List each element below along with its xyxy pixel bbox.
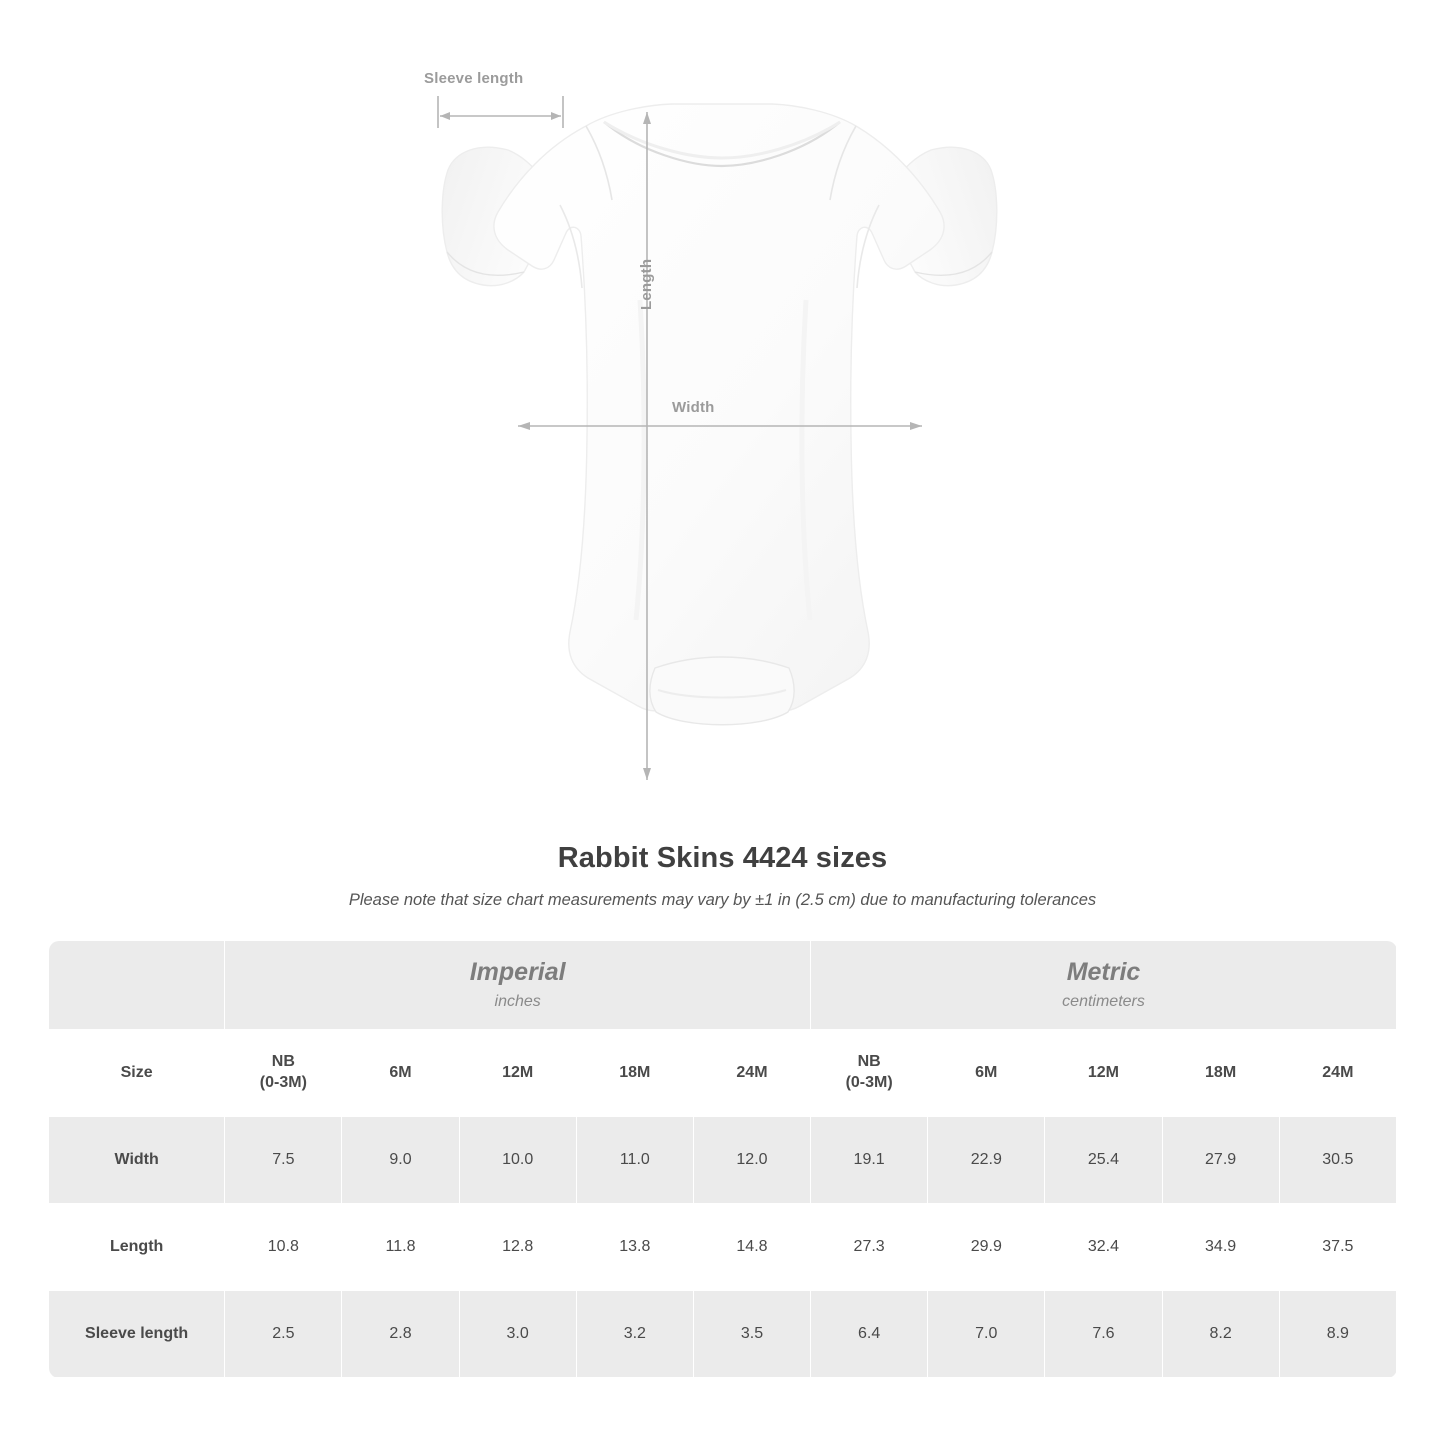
row-label-width: Width (49, 1117, 225, 1204)
header-size-imperial-12m: 12M (459, 1030, 576, 1117)
cell-sleeve-metric-24m: 8.9 (1279, 1291, 1396, 1378)
header-size-metric-nb (811, 1030, 928, 1117)
sleeve-length-dimension-label: Sleeve length (424, 70, 524, 87)
cell-width-imperial-nb: 7.5 (225, 1117, 342, 1204)
cell-sleeve-imperial-nb: 2.5 (225, 1291, 342, 1378)
cell-width-metric-24m: 30.5 (1279, 1117, 1396, 1204)
table-row (49, 1117, 1397, 1204)
table-row (49, 1291, 1397, 1378)
cell-width-imperial-18m: 11.0 (576, 1117, 693, 1204)
cell-length-metric-nb: 27.3 (811, 1204, 928, 1291)
width-dimension-label: Width (672, 399, 715, 416)
cell-sleeve-imperial-12m: 3.0 (459, 1291, 576, 1378)
cell-sleeve-imperial-24m: 3.5 (693, 1291, 810, 1378)
unit-group-metric-name: Metric (1066, 958, 1141, 987)
header-line2: (0-3M) (259, 1074, 307, 1091)
cell-length-metric-18m: 34.9 (1162, 1204, 1279, 1291)
tolerance-note: Please note that size chart measurements may vary by ±1 in (2.5 cm) due to manufacturing tolerances (348, 891, 1097, 909)
cell-length-imperial-nb: 10.8 (225, 1204, 342, 1291)
header-line1: NB (271, 1053, 295, 1071)
cell-length-metric-6m: 29.9 (928, 1204, 1045, 1291)
cell-width-imperial-6m: 9.0 (342, 1117, 459, 1204)
cell-sleeve-imperial-6m: 2.8 (342, 1291, 459, 1378)
unit-header-row (49, 941, 1397, 1030)
cell-length-metric-12m: 32.4 (1045, 1204, 1162, 1291)
header-size-imperial-nb (225, 1030, 342, 1117)
cell-width-metric-18m: 27.9 (1162, 1117, 1279, 1204)
header-size-metric-24m: 24M (1279, 1030, 1396, 1117)
header-size-metric-12m: 12M (1045, 1030, 1162, 1117)
header-size-metric-18m: 18M (1162, 1030, 1279, 1117)
cell-length-imperial-12m: 12.8 (459, 1204, 576, 1291)
size-chart-table (48, 940, 1397, 1378)
title-block (0, 842, 1445, 910)
header-size-imperial-6m: 6M (342, 1030, 459, 1117)
cell-length-imperial-18m: 13.8 (576, 1204, 693, 1291)
header-line1: NB (857, 1053, 881, 1071)
unit-group-metric-sub: centimeters (1062, 992, 1145, 1010)
row-label-sleeve-length: Sleeve length (49, 1291, 225, 1378)
size-table-wrapper (48, 940, 1397, 1378)
cell-width-metric-6m: 22.9 (928, 1117, 1045, 1204)
cell-sleeve-metric-6m: 7.0 (928, 1291, 1045, 1378)
unit-group-imperial (225, 941, 811, 1030)
cell-length-metric-24m: 37.5 (1279, 1204, 1396, 1291)
cell-sleeve-imperial-18m: 3.2 (576, 1291, 693, 1378)
unit-group-metric (811, 941, 1397, 1030)
unit-corner-cell (49, 941, 225, 1030)
cell-sleeve-metric-18m: 8.2 (1162, 1291, 1279, 1378)
length-dimension-label: Length (638, 258, 655, 310)
cell-width-imperial-12m: 10.0 (459, 1117, 576, 1204)
cell-length-imperial-6m: 11.8 (342, 1204, 459, 1291)
page-title: Rabbit Skins 4424 sizes (557, 842, 888, 874)
header-size-metric-6m: 6M (928, 1030, 1045, 1117)
table-row (49, 1204, 1397, 1291)
unit-group-imperial-name: Imperial (469, 958, 566, 987)
cell-width-imperial-24m: 12.0 (693, 1117, 810, 1204)
cell-width-metric-12m: 25.4 (1045, 1117, 1162, 1204)
header-size-imperial-24m: 24M (693, 1030, 810, 1117)
row-label-length: Length (49, 1204, 225, 1291)
cell-length-imperial-24m: 14.8 (693, 1204, 810, 1291)
cell-sleeve-metric-12m: 7.6 (1045, 1291, 1162, 1378)
unit-group-imperial-sub: inches (494, 992, 541, 1010)
size-header-row (49, 1030, 1397, 1117)
cell-width-metric-nb: 19.1 (811, 1117, 928, 1204)
header-size-label: Size (49, 1030, 225, 1117)
cell-sleeve-metric-nb: 6.4 (811, 1291, 928, 1378)
header-line2: (0-3M) (845, 1074, 893, 1091)
header-size-imperial-18m: 18M (576, 1030, 693, 1117)
